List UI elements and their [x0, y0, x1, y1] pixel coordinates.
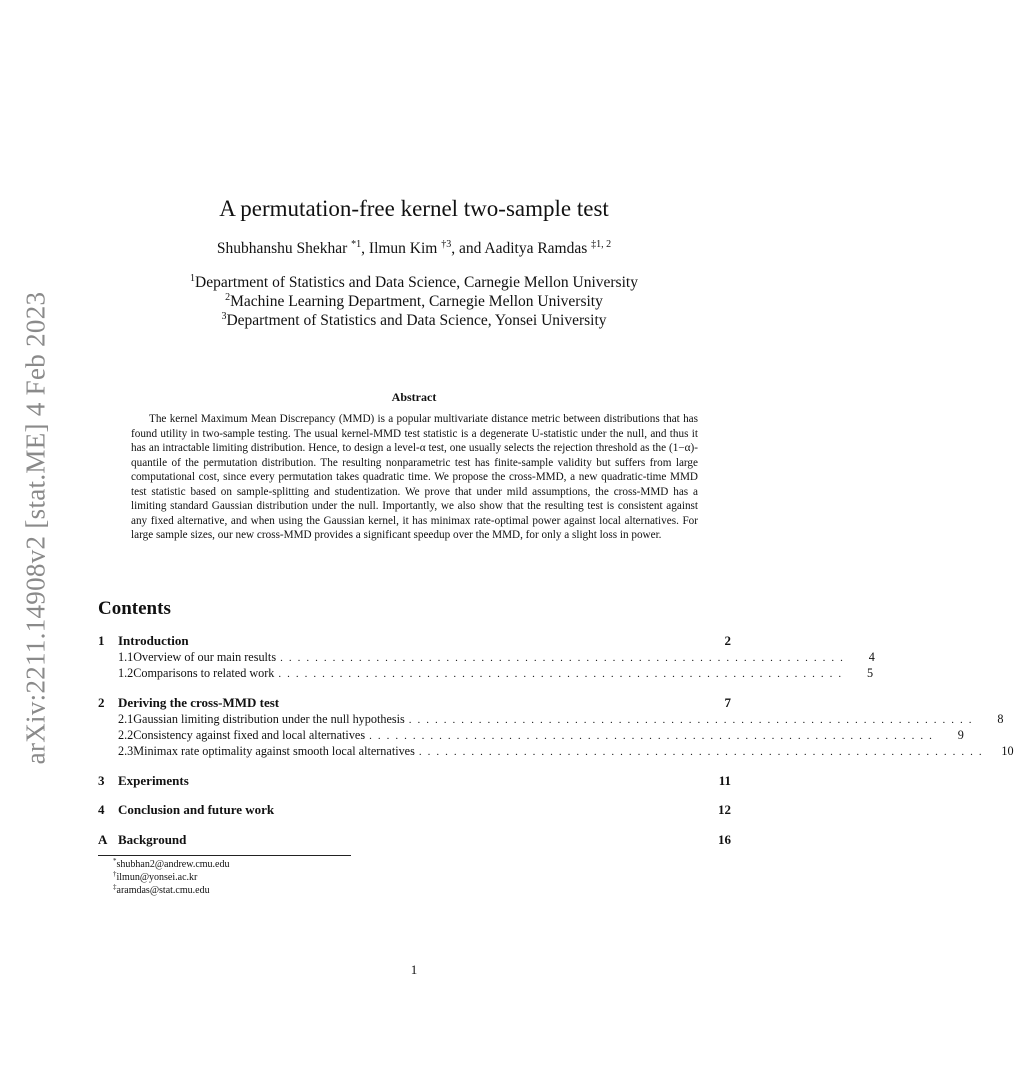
toc-entry[interactable]: [98, 712, 1004, 727]
toc-page: 11: [718, 773, 731, 788]
arxiv-stamp-text: arXiv:2211.14908v2 [stat.ME] 4 Feb 2023: [20, 291, 51, 765]
toc-number: 1.2: [118, 666, 134, 680]
toc-page: 10: [1001, 744, 1014, 758]
toc-entry[interactable]: [98, 666, 874, 681]
toc-entry[interactable]: [98, 773, 731, 789]
toc-leader-dots: .................................................................: [278, 668, 848, 680]
toc-title: Deriving the cross-MMD test: [118, 695, 280, 710]
toc-leader-dots: .................................................................: [369, 730, 938, 742]
toc-page: 12: [718, 802, 731, 817]
toc-page: 7: [724, 695, 731, 710]
toc-leader-dots: .................................................................: [418, 746, 988, 758]
affiliation-mark: 2: [225, 292, 231, 303]
toc-page: 5: [867, 666, 874, 680]
footnote-text: ilmun@yonsei.ac.kr: [116, 872, 198, 883]
footnote-text: shubhan2@andrew.cmu.edu: [116, 859, 230, 870]
paper-title: A permutation-free kernel two-sample test: [219, 196, 609, 221]
affiliation-text: Machine Learning Department, Carnegie Mellon University: [230, 293, 603, 310]
affiliation-text: Department of Statistics and Data Science, Yonsei University: [226, 312, 607, 329]
footnote-mark: ‡: [113, 883, 117, 891]
footnote-mark: †: [113, 870, 117, 878]
author-mark: *1: [351, 239, 362, 250]
toc-number: 1.1: [118, 650, 134, 664]
abstract-heading: Abstract: [391, 390, 437, 404]
toc-entry[interactable]: [98, 728, 964, 743]
footnote-text: aramdas@stat.cmu.edu: [116, 885, 210, 896]
toc-entry[interactable]: [98, 650, 875, 665]
toc-title: Minimax rate optimality against smooth local alternatives: [133, 744, 415, 758]
footnote: [113, 859, 229, 870]
toc-title: Conclusion and future work: [118, 802, 275, 817]
affiliation-mark: 1: [190, 273, 196, 284]
abstract-body: The kernel Maximum Mean Discrepancy (MMD) is a popular multivariate distance metric between distributions that has found utility in two-sample testing. The usual kernel-MMD test statistic is a degenerate U-statistic under the null, and thus it has an intractable limiting distribution. Hence, to design a level-α test, one usually selects the rejection threshold as the (1−α)-quantile of the permutation distribution. The resulting nonparametric test has finite-sample validity but suffers from large computational cost, since every permutation takes quadratic time. We propose the cross-MMD, a new quadratic-time MMD test statistic based on sample-splitting and studentization. We prove that under mild assumptions, the cross-MMD has a limiting standard Gaussian distribution under the null. Importantly, we also show that the resulting test is consistent against any fixed alternative, and when using the Gaussian kernel, it has minimax rate-optimal power against local alternatives. For large sample sizes, our new cross-MMD provides a significant speedup over the MMD, for only a slight loss in power.: [131, 413, 698, 541]
toc-number: 2.3: [118, 744, 134, 758]
toc-entry[interactable]: [98, 695, 731, 711]
toc-page: 8: [997, 712, 1004, 726]
toc-entry[interactable]: [98, 832, 731, 848]
toc-title: Background: [118, 832, 187, 847]
toc-number: 2: [98, 695, 105, 710]
toc-page: 16: [718, 832, 731, 847]
page-number: 1: [410, 962, 418, 977]
footnote-rule: [98, 855, 351, 856]
toc-page: 4: [868, 650, 875, 664]
arxiv-identifier-stamp: [0, 0, 60, 1072]
author-mark: †3: [441, 239, 452, 250]
toc-title: Overview of our main results: [133, 650, 277, 664]
toc-entry[interactable]: [98, 744, 1014, 759]
affiliation: [0, 293, 828, 311]
toc-title: Gaussian limiting distribution under the null hypothesis: [133, 712, 405, 726]
toc-number: 3: [98, 773, 105, 788]
toc-title: Introduction: [118, 633, 189, 648]
author-name: , and Aaditya Ramdas: [451, 240, 592, 257]
affiliation: [0, 274, 828, 292]
footnote: [113, 872, 197, 883]
toc-page: 9: [957, 728, 964, 742]
toc-title: Consistency against fixed and local alternatives: [133, 728, 366, 742]
author-name: Shubhanshu Shekhar: [216, 240, 352, 257]
author-list: [0, 240, 828, 258]
toc-title: Experiments: [118, 773, 189, 788]
footnote-mark: *: [113, 857, 117, 865]
footnote: [113, 885, 210, 896]
toc-number: 4: [98, 802, 105, 817]
contents-heading: Contents: [98, 598, 171, 619]
author-mark: ‡1, 2: [591, 239, 612, 250]
toc-leader-dots: .................................................................: [280, 652, 849, 664]
toc-leader-dots: .................................................................: [408, 714, 978, 726]
toc-title: Comparisons to related work: [133, 666, 275, 680]
toc-number: 2.2: [118, 728, 134, 742]
affiliation: [0, 312, 828, 330]
toc-page: 2: [724, 633, 731, 648]
affiliation-text: Department of Statistics and Data Science, Carnegie Mellon University: [195, 274, 638, 291]
toc-number: 1: [98, 633, 105, 648]
toc-entry[interactable]: [98, 633, 731, 649]
author-name: , Ilmun Kim: [361, 240, 442, 257]
toc-number: 2.1: [118, 712, 134, 726]
affiliation-mark: 3: [221, 311, 227, 322]
toc-number: A: [98, 832, 108, 847]
toc-entry[interactable]: [98, 802, 731, 818]
